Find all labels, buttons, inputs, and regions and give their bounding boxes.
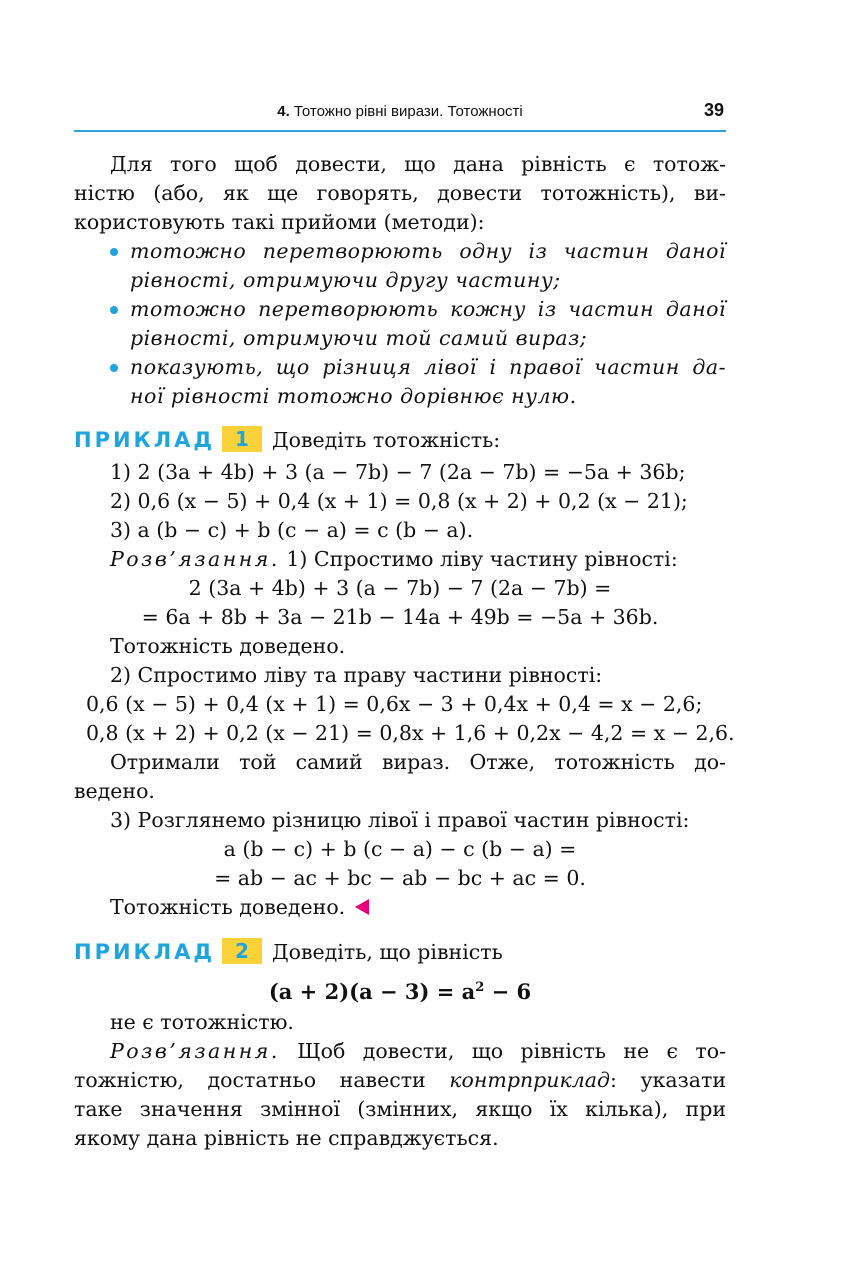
step2-right-side: 0,8 (x + 2) + 0,2 (x − 21) = 0,8x + 1,6 + 0,2x − 4,2 = x − 2,6. <box>86 721 735 745</box>
not-identity-text: не є тотожністю. <box>110 1010 294 1034</box>
page-header <box>74 100 726 128</box>
chapter-number: 4. <box>277 103 290 120</box>
step1-expression: 2 (3a + 4b) + 3 (a − 7b) − 7 (2a − 7b) = <box>188 576 612 600</box>
task-item-2: 2) 0,6 (x − 5) + 0,4 (x + 1) = 0,8 (x + 2) + 0,2 (x − 21); <box>110 489 688 513</box>
method-1-line-2: рівності, отримуючи другу частину; <box>130 268 561 292</box>
solution2-line-2-end: : указати <box>609 1068 726 1092</box>
example-task: Доведіть, що рівність <box>272 940 503 964</box>
intro-line-2: ністю (або, як ще говорять, довести тотожність), ви- <box>74 181 726 205</box>
intro-line-3: користовують такі прийоми (методи): <box>74 210 485 234</box>
solution2-line-1-text: Щоб довести, що рівність не є то- <box>279 1039 726 1063</box>
proof-conclusion-text: Тотожність доведено. <box>110 895 346 919</box>
running-title <box>74 103 726 120</box>
method-item-3 <box>110 353 726 411</box>
example-2-heading <box>74 937 726 967</box>
method-1-line-1: тотожно перетворюють одну із частин даної <box>130 239 726 263</box>
example-1-heading <box>74 425 726 455</box>
step2-left-side: 0,6 (x − 5) + 0,4 (x + 1) = 0,6x − 3 + 0,4x + 0,4 = x − 2,6; <box>86 692 703 716</box>
bullet-dot-icon <box>110 364 118 372</box>
example-label: ПРИКЛАД <box>74 428 216 452</box>
proof-conclusion-3 <box>74 893 726 922</box>
header-divider <box>74 130 726 132</box>
formula-tail: − 6 <box>484 979 532 1004</box>
solution-intro <box>74 545 726 574</box>
method-2-line-1: тотожно перетворюють кожну із частин даної <box>130 297 726 321</box>
step2-conclusion-line-2: ведено. <box>74 779 155 803</box>
example-2-formula <box>74 972 726 1008</box>
method-3-line-2: ної рівності тотожно дорівнює нулю. <box>130 384 577 408</box>
example-task: Доведіть тотожність: <box>272 428 501 452</box>
page-number: 39 <box>703 100 724 120</box>
step3-expression: a (b − c) + b (c − a) − c (b − a) = <box>223 837 577 861</box>
solution2-line-3: таке значення змінної (змінних, якщо їх кілька), при <box>74 1097 726 1121</box>
triangle-left-icon <box>355 899 369 915</box>
counterexample-term: контрприклад <box>449 1068 610 1092</box>
step2-conclusion-line-1: Отримали той самий вираз. Отже, тотожність до- <box>110 750 726 774</box>
textbook-page <box>74 0 735 1275</box>
solution-step-1: 1) Спростимо ліву частину рівності: <box>279 547 678 571</box>
proof-conclusion-1: Тотожність доведено. <box>110 634 346 658</box>
method-item-1 <box>110 237 726 295</box>
method-2-line-2: рівності, отримуючи той самий вираз; <box>130 326 588 350</box>
bullet-dot-icon <box>110 248 118 256</box>
bullet-dot-icon <box>110 306 118 314</box>
formula-main: (a + 2)(a − 3) = a <box>268 979 476 1004</box>
solution-word: Розв’язання. <box>110 547 280 571</box>
step2-intro: 2) Спростимо ліву та праву частини рівності: <box>110 663 603 687</box>
solution2-line-1 <box>74 1037 726 1066</box>
step3-result: = ab − ac + bc − ab − bc + ac = 0. <box>214 866 586 890</box>
example-number-badge: 2 <box>222 938 262 964</box>
task-item-3: 3) a (b − c) + b (c − a) = c (b − a). <box>110 518 474 542</box>
solution2-line-2 <box>74 1066 726 1095</box>
step3-intro: 3) Розглянемо різницю лівої і правої частин рівності: <box>110 808 690 832</box>
formula-exponent: 2 <box>475 980 485 995</box>
method-item-2 <box>110 295 726 353</box>
example-number-badge: 1 <box>222 426 262 452</box>
example-label: ПРИКЛАД <box>74 940 216 964</box>
step1-result: = 6a + 8b + 3a − 21b − 14a + 49b = −5a + 36b. <box>141 605 659 629</box>
chapter-title: Тотожно рівні вирази. Тотожності <box>293 103 523 120</box>
solution2-line-4: якому дана рівність не справджується. <box>74 1126 499 1150</box>
task-item-1: 1) 2 (3a + 4b) + 3 (a − 7b) − 7 (2a − 7b) = −5a + 36b; <box>110 460 686 484</box>
solution2-line-2-start: тожністю, достатньо навести <box>74 1068 450 1092</box>
solution-word: Розв’язання. <box>110 1039 280 1063</box>
method-3-line-1: показують, що різниця лівої і правої частин да- <box>130 355 726 379</box>
intro-line-1: Для того щоб довести, що дана рівність є тотож- <box>110 152 726 176</box>
